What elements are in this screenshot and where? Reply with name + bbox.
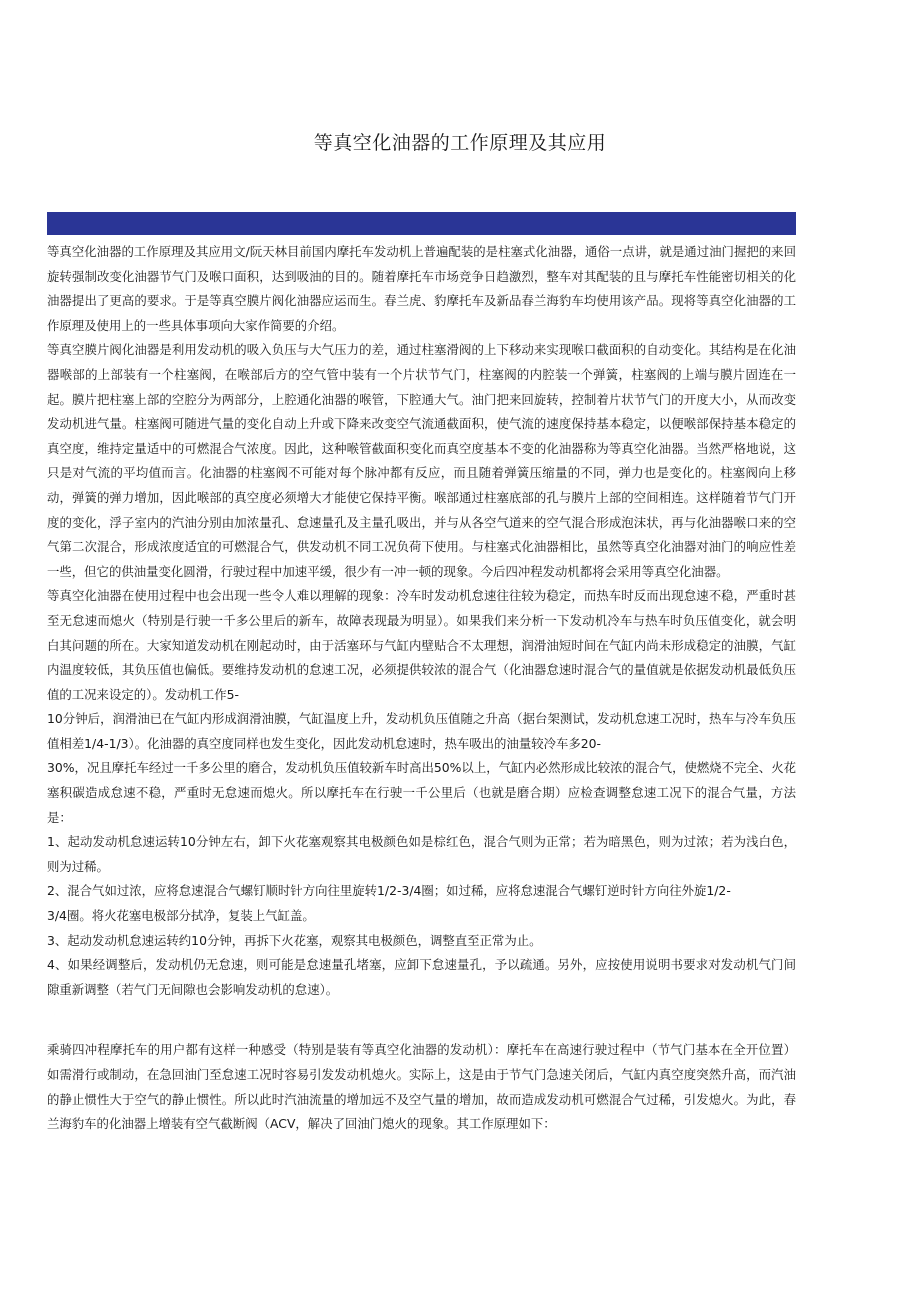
step-2: 2、混合气如过浓，应将怠速混合气螺钉顺时针方向往里旋转1/2-3/4圈；如过稀，应将怠速混合气螺钉逆时针方向往外旋1/2- bbox=[47, 883, 731, 899]
step-1: 1、起动发动机怠速运转10分钟左右，卸下火花塞观察其电极颜色如是棕红色，混合气则为正常；若为暗黑色，则为过浓；若为浅白色，则为过稀。 bbox=[47, 834, 796, 874]
article-body bbox=[47, 240, 796, 1137]
step-4: 4、如果经调整后，发动机仍无怠速，则可能是怠速量孔堵塞，应卸下怠速量孔，予以疏通。另外，应按使用说明书要求对发动机气门间隙重新调整（若气门无间隙也会影响发动机的怠速）。 bbox=[47, 957, 796, 997]
step-3: 3、起动发动机怠速运转约10分钟，再拆下火花塞，观察其电极颜色，调整直至正常为止。 bbox=[47, 932, 542, 948]
paragraph-phenomenon-cont-1: 10分钟后，润滑油已在气缸内形成润滑油膜，气缸温度上升，发动机负压值随之升高（据台架测试，发动机怠速工况时，热车与冷车负压值相差1/4-1/3）。化油器的真空度同样也发生变化，因此发动机怠速时，热车吸出的油量较冷车多20- bbox=[47, 711, 796, 751]
paragraph-phenomenon: 等真空化油器在使用过程中也会出现一些令人难以理解的现象：冷车时发动机怠速往往较为稳定，而热车时反而出现怠速不稳，严重时甚至无怠速而熄火（特别是行驶一千多公里后的新车，故障表现最为明显）。如果我们来分析一下发动机冷车与热车时负压值变化，就会明白其问题的所在。大家知道发动机在刚起动时，由于活塞环与气缸内壁贴合不太理想，润滑油短时间在气缸内尚未形成稳定的油膜，气缸内温度较低，其负压值也偏低。要维持发动机的怠速工况，必须提供较浓的混合气（化油器怠速时混合气的量值就是依据发动机最低负压值的工况来设定的）。发动机工作5- bbox=[47, 588, 796, 702]
step-2-cont: 3/4圈。将火花塞电极部分拭净，复装上气缸盖。 bbox=[47, 908, 315, 924]
title-banner bbox=[47, 212, 796, 235]
paragraph-intro: 等真空化油器的工作原理及其应用文/阮天林目前国内摩托车发动机上普遍配装的是柱塞式化油器，通俗一点讲，就是通过油门握把的来回旋转强制改变化油器节气门及喉口面积，达到吸油的目的。随着摩托车市场竞争日趋激烈，整车对其配装的且与摩托车性能密切相关的化油器提出了更高的要求。于是等真空膜片阀化油器应运而生。春兰虎、豹摩托车及新品春兰海豹车均使用该产品。现将等真空化油器的工作原理及使用上的一些具体事项向大家作简要的介绍。 bbox=[47, 244, 796, 333]
paragraph-structure: 等真空膜片阀化油器是利用发动机的吸入负压与大气压力的差，通过柱塞滑阀的上下移动来实现喉口截面积的自动变化。其结构是在化油器喉部的上部装有一个柱塞阀，在喉部后方的空气管中装有一个片状节气门，柱塞阀的内腔装一个弹簧，柱塞阀的上端与膜片固连在一起。膜片把柱塞上部的空腔分为两部分，上腔通化油器的喉管，下腔通大气。油门把来回旋转，控制着片状节气门的开度大小，从而改变发动机进气量。柱塞阀可随进气量的变化自动上升或下降来改变空气流通截面积，使气流的速度保持基本稳定，以便喉部保持基本稳定的真空度，维持定量适中的可燃混合气浓度。因此，这种喉管截面积变化而真空度基本不变的化油器称为等真空化油器。当然严格地说，这只是对气流的平均值而言。化油器的柱塞阀不可能对每个脉冲都有反应，而且随着弹簧压缩量的不同，弹力也是变化的。柱塞阀向上移动，弹簧的弹力增加，因此喉部的真空度必须增大才能使它保持平衡。喉部通过柱塞底部的孔与膜片上部的空间相连。这样随着节气门开度的变化，浮子室内的汽油分别由加浓量孔、怠速量孔及主量孔吸出，并与从各空气道来的空气混合形成泡沫状，再与化油器喉口来的空气第二次混合，形成浓度适宜的可燃混合气，供发动机不同工况负荷下使用。与柱塞式化油器相比，虽然等真空化油器对油门的响应性差一些，但它的供油量变化圆滑，行驶过程中加速平缓，很少有一冲一顿的现象。今后四冲程发动机都将会采用等真空化油器。 bbox=[47, 342, 796, 579]
paragraph-phenomenon-cont-2: 30%，况且摩托车经过一千多公里的磨合，发动机负压值较新车时高出50%以上，气缸内必然形成比较浓的混合气，使燃烧不完全、火花塞积碳造成怠速不稳，严重时无怠速而熄火。所以摩托车在行驶一千公里后（也就是磨合期）应检查调整怠速工况下的混合气量，方法是： bbox=[47, 760, 796, 825]
paragraph-acv: 乘骑四冲程摩托车的用户都有这样一种感受（特别是装有等真空化油器的发动机）：摩托车在高速行驶过程中（节气门基本在全开位置）如需滑行或制动，在急回油门至怠速工况时容易引发发动机熄火。实际上，这是由于节气门急速关闭后，气缸内真空度突然升高，而汽油的静止惯性大于空气的静止惯性。所以此时汽油流量的增加远不及空气量的增加，故而造成发动机可燃混合气过稀，引发熄火。为此，春兰海豹车的化油器上增装有空气截断阀（ACV，解决了回油门熄火的现象。其工作原理如下： bbox=[47, 1042, 796, 1132]
page-title: 等真空化油器的工作原理及其应用 bbox=[313, 132, 607, 154]
